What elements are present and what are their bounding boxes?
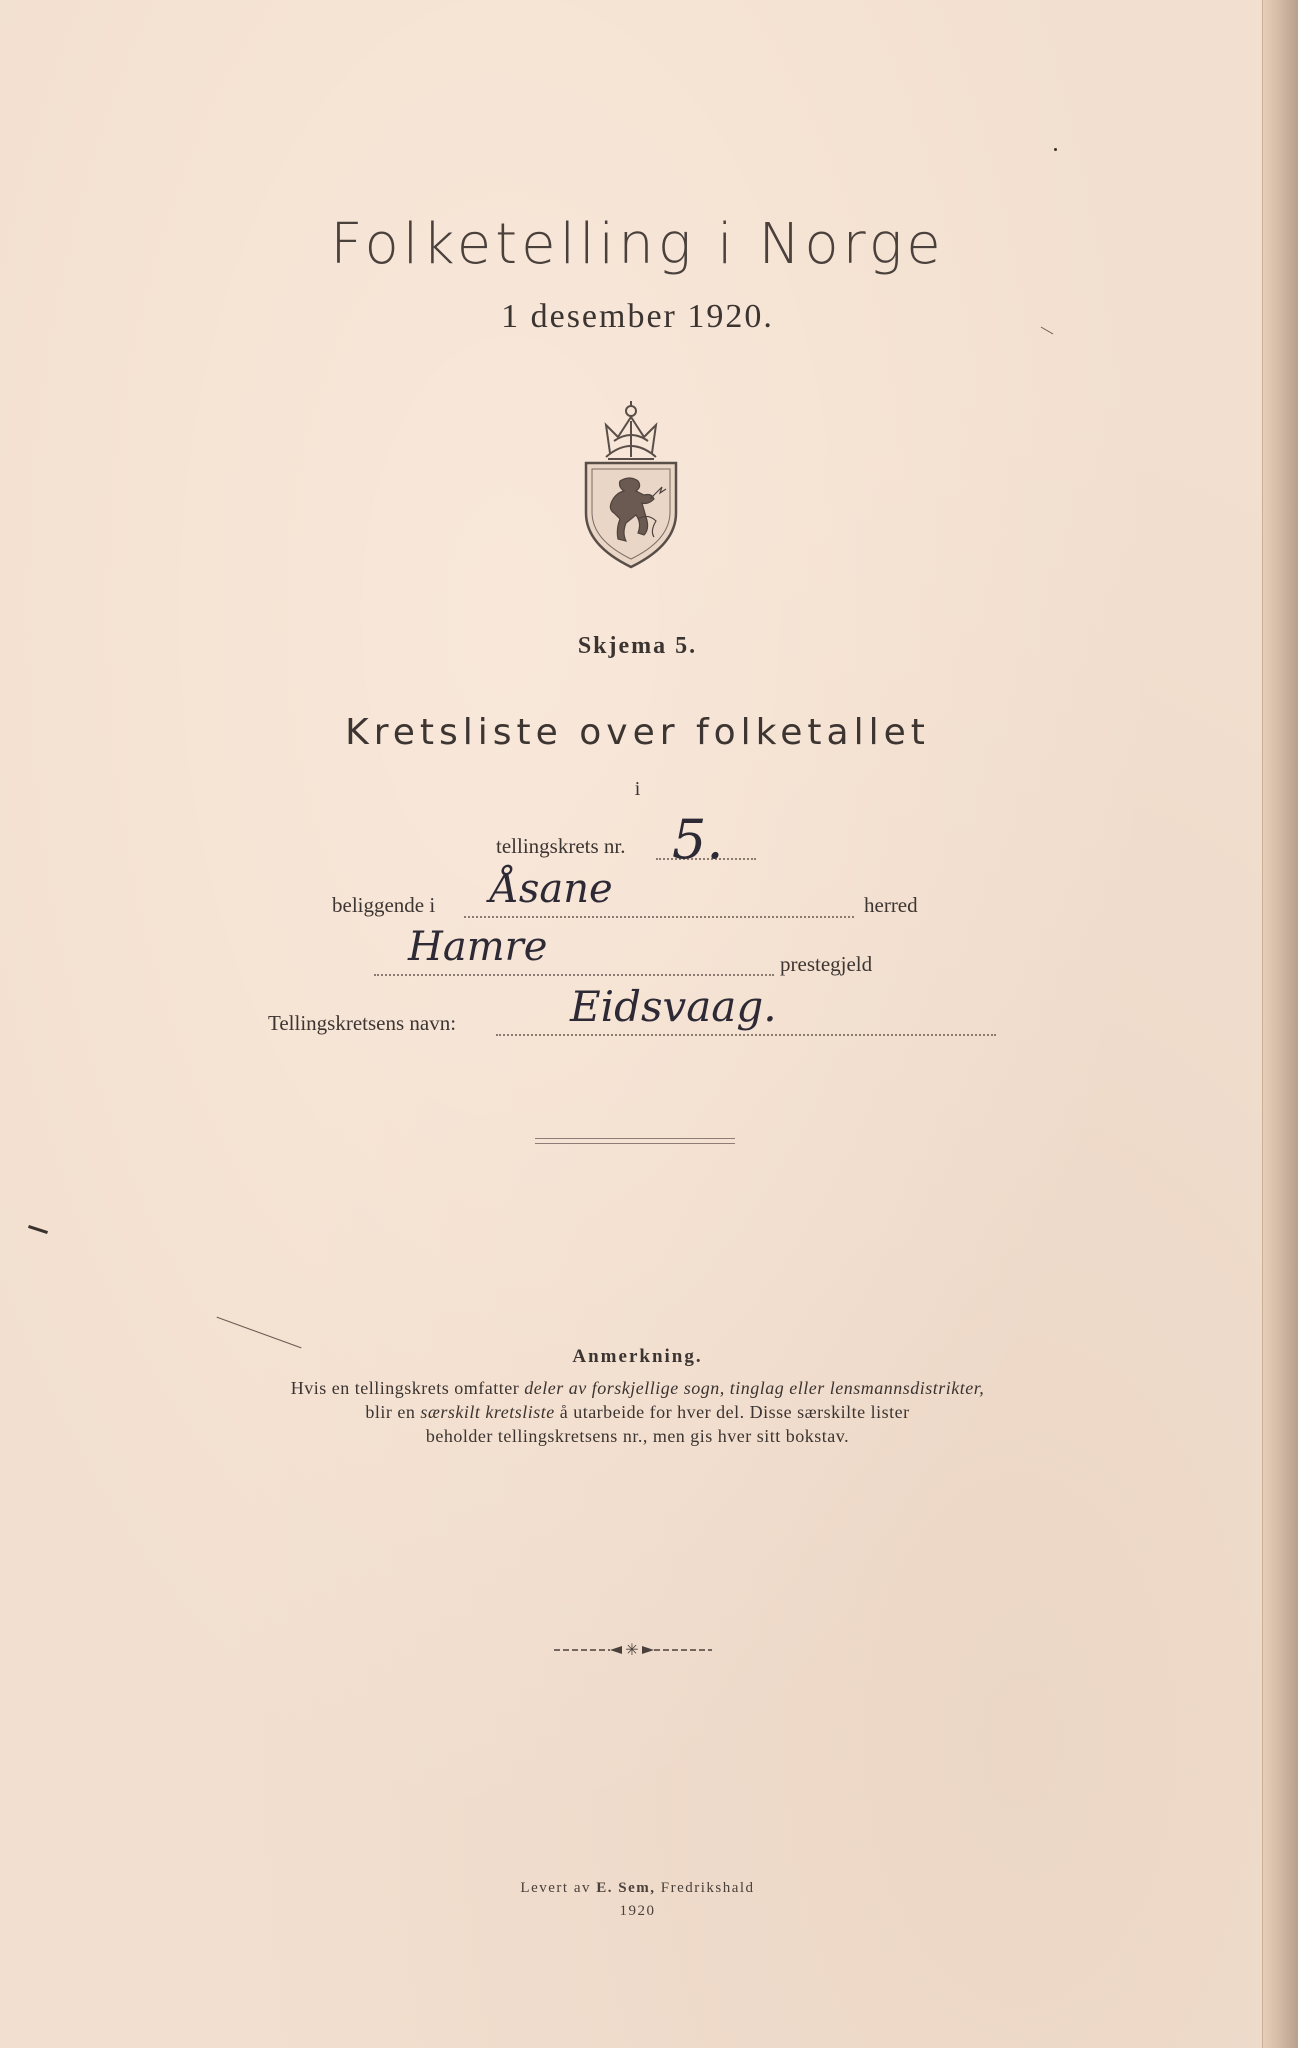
section-divider <box>535 1138 735 1144</box>
norwegian-coat-of-arms-icon <box>578 395 684 571</box>
ornament-divider-icon <box>550 1640 715 1660</box>
svg-text:✳: ✳ <box>625 1640 639 1659</box>
prestegjeld-line <box>374 974 774 976</box>
page-fold-line <box>1262 0 1263 2048</box>
note-line-1-emphasis: deler av forskjellige sogn, tinglag eller lensmannsdistrikter, <box>524 1378 985 1398</box>
document-date: 1 desember 1920. <box>501 298 774 335</box>
note-line-2-text-b: å utarbeide for hver del. Disse særskilte lister <box>554 1402 910 1422</box>
district-name-value: Eidsvaag. <box>570 982 777 1031</box>
printer-name: E. Sem, <box>596 1880 656 1896</box>
located-in-label: beliggende i <box>332 893 436 917</box>
document-title: Folketelling i Norge <box>330 212 945 277</box>
note-line-2-text-a: blir en <box>365 1402 421 1422</box>
bleed-through-text <box>80 118 1080 138</box>
ink-stroke <box>217 1317 302 1349</box>
district-name-label: Tellingskretsens navn: <box>268 1011 457 1035</box>
page-edge-fold <box>1262 0 1298 2048</box>
herred-line <box>464 916 854 918</box>
ink-speck <box>28 1225 48 1234</box>
printer-prefix: Levert av <box>520 1880 597 1896</box>
herred-value: Åsane <box>490 866 613 912</box>
district-name-line <box>496 1034 996 1036</box>
krets-number-label: tellingskrets nr. <box>496 834 626 858</box>
note-line-1 <box>0 1378 1275 1399</box>
ink-dot <box>1054 148 1057 151</box>
herred-label: herred <box>864 893 918 917</box>
note-line-2-emphasis: særskilt kretsliste <box>420 1402 555 1422</box>
printer-place: Fredrikshald <box>655 1880 755 1896</box>
printer-year: 1920 <box>619 1903 656 1919</box>
schema-number: Skjema 5. <box>577 633 698 659</box>
prestegjeld-label: prestegjeld <box>780 952 873 976</box>
krets-number-value: 5. <box>672 808 724 871</box>
note-title: Anmerkning. <box>572 1346 703 1367</box>
form-heading: Kretsliste over folketallet <box>345 712 930 753</box>
connector-word: i <box>634 778 641 800</box>
note-line-3: beholder tellingskretsens nr., men gis hver sitt bokstav. <box>425 1426 850 1446</box>
note-line-2 <box>0 1402 1275 1423</box>
prestegjeld-value: Hamre <box>408 924 548 970</box>
note-line-1-text: Hvis en tellingskrets omfatter <box>290 1378 525 1398</box>
printer-line <box>0 1880 1275 1897</box>
